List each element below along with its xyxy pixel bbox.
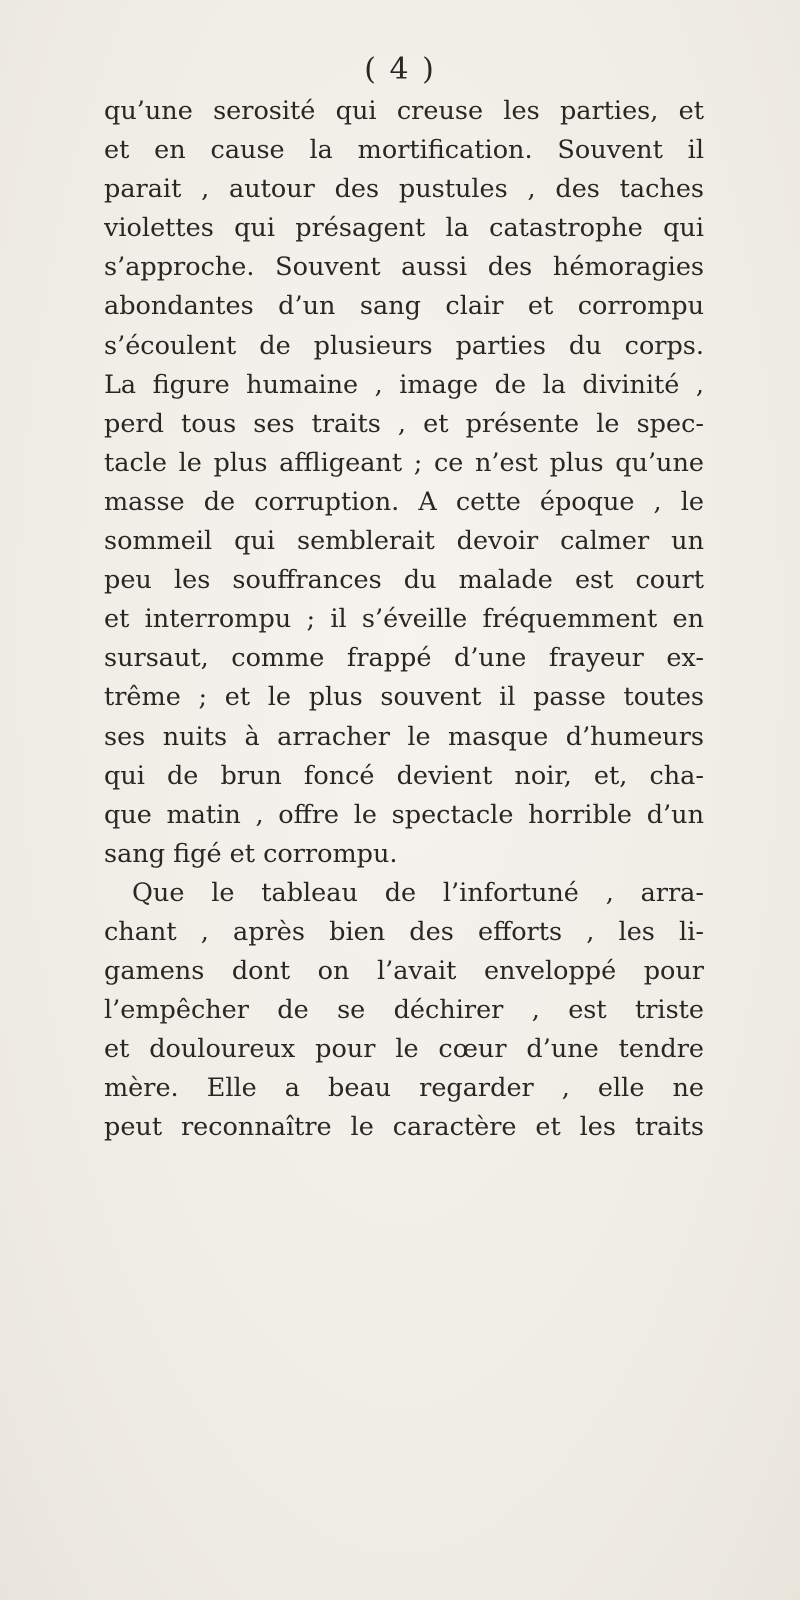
text-line: perd tous ses traits , et présente le spec- — [104, 408, 704, 439]
text-line: qui de brun foncé devient noir, et, cha- — [104, 760, 704, 791]
text-line: gamens dont on l’avait enveloppé pour — [104, 956, 704, 987]
text-line: s’écoulent de plusieurs parties du corps. — [104, 330, 704, 361]
text-line: et en cause la mortification. Souvent il — [104, 135, 704, 166]
text-line: masse de corruption. A cette époque , le — [104, 486, 704, 517]
text-line: sang figé et corrompu. — [104, 838, 398, 869]
text-line: qu’une serosité qui creuse les parties, et — [104, 96, 704, 126]
text-line: ses nuits à arracher le masque d’humeurs — [104, 721, 704, 752]
text-line: peu les souffrances du malade est court — [104, 565, 704, 596]
page-number: ( 4 ) — [364, 52, 436, 87]
text-line: et interrompu ; il s’éveille fréquemment en — [104, 604, 704, 635]
text-line: s’approche. Souvent aussi des hémoragies — [104, 252, 704, 283]
text-line: La figure humaine , image de la divinité , — [104, 369, 704, 400]
body-text — [104, 92, 704, 1148]
text-line: que matin , offre le spectacle horrible d’un — [104, 799, 704, 830]
text-line: violettes qui présagent la catastrophe qui — [104, 213, 704, 244]
text-line: mère. Elle a beau regarder , elle ne — [104, 1073, 704, 1104]
text-line: Que le tableau de l’infortuné , arra- — [132, 877, 704, 908]
text-line: peut reconnaître le caractère et les traits — [104, 1112, 704, 1143]
text-line: sommeil qui semblerait devoir calmer un — [104, 526, 704, 557]
text-line: abondantes d’un sang clair et corrompu — [104, 291, 704, 322]
text-line: et douloureux pour le cœur d’une tendre — [104, 1034, 704, 1065]
text-line: trême ; et le plus souvent il passe toutes — [104, 682, 704, 713]
text-line: chant , après bien des efforts , les li- — [104, 916, 704, 947]
text-line: sursaut, comme frappé d’une frayeur ex- — [104, 643, 704, 674]
text-line: parait , autour des pustules , des taches — [104, 174, 704, 205]
text-line: l’empêcher de se déchirer , est triste — [104, 995, 704, 1026]
text-line: tacle le plus affligeant ; ce n’est plus qu’une — [104, 447, 704, 478]
